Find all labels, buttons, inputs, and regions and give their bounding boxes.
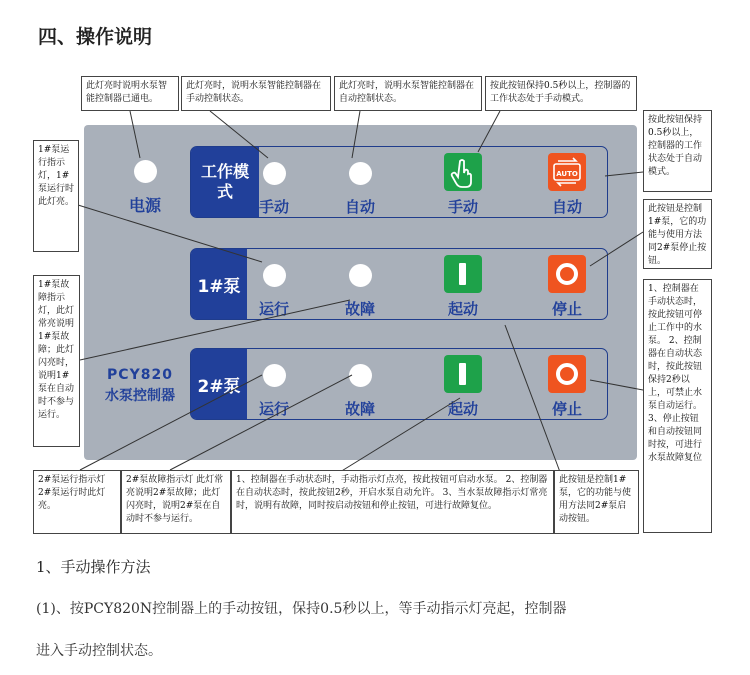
pump1-stop-label: 停止 <box>551 300 582 318</box>
model-subtitle: 水泵控制器 <box>105 388 175 404</box>
callout-pump1-fault-light: 1#泵故障指示灯，此灯常亮说明1#泵故障；此灯闪亮时，说明1#泵在自动时不参与运行。 <box>33 275 80 447</box>
callout-pump2-stop: 1、控制器在手动状态时，按此按钮可停止工作中的水泵。 2、控制器在自动状态时，按此按钮保持2秒以上，可禁止水泵自动运行。 3、停止按钮和自动按钮同时按，可进行水泵故障复位 <box>643 279 712 533</box>
callout-auto-button: 按此按钮保持0.5秒以上，控制器的工作状态处于自动模式。 <box>643 110 712 192</box>
callout-start-button-notes: 1、控制器在手动状态时，手动指示灯点亮，按此按钮可启动水泵。 2、控制器在自动状态时，按此按钮2秒，开启水泵自动允许。 3、当水泵故障指示灯常亮时，说明有故障，同时按启动按钮和停止按钮，可进行故障复位。 <box>231 470 554 534</box>
callout-pump1-stop: 此按钮是控制1#泵，它的功能与使用方法同2#泵停止按钮。 <box>643 199 712 269</box>
auto-light-label: 自动 <box>344 198 375 216</box>
callout-manual-light: 此灯亮时，说明水泵智能控制器在手动控制状态。 <box>181 76 331 111</box>
pump2-stop-label: 停止 <box>551 400 582 418</box>
pump1-run-label: 运行 <box>258 300 289 318</box>
callout-power-light: 此灯亮时说明水泵智能控制器已通电。 <box>81 76 179 111</box>
power-label: 电源 <box>128 196 161 215</box>
manual-button-label: 手动 <box>447 198 478 216</box>
callout-pump1-start: 此按钮是控制1#泵，它的功能与使用方法同2#泵启动按钮。 <box>554 470 639 534</box>
paragraph-line-1: (1)、按PCY820N控制器上的手动按钮，保持0.5秒以上，等手动指示灯亮起，控制器 <box>36 601 567 617</box>
pump1-fault-label: 故障 <box>344 300 375 318</box>
callout-pump2-run-light: 2#泵运行指示灯 2#泵运行时此灯亮。 <box>33 470 121 534</box>
pump2-run-label: 运行 <box>258 400 289 418</box>
callout-pump2-fault-light: 2#泵故障指示灯 此灯常亮说明2#泵故障；此灯闪亮时，说明2#泵在自动时不参与运行。 <box>121 470 231 534</box>
pump2-row-title: 2#泵 <box>191 349 247 419</box>
pump1-start-label: 起动 <box>447 300 478 318</box>
auto-icon-text: AUTO <box>556 170 578 178</box>
pump1-row-title: 1#泵 <box>191 249 247 319</box>
auto-button-label: 自动 <box>551 198 582 216</box>
pump2-fault-label: 故障 <box>344 400 375 418</box>
section-title: 四、操作说明 <box>38 26 153 48</box>
manual-light-label: 手动 <box>258 198 289 216</box>
model-name: PCY820 <box>107 367 173 383</box>
subheading: 1、手动操作方法 <box>36 558 151 576</box>
pump2-start-label: 起动 <box>447 400 478 418</box>
callout-pump1-run-light: 1#泵运行指示灯，1#泵运行时此灯亮。 <box>33 140 79 252</box>
callout-auto-light: 此灯亮时，说明水泵智能控制器在自动控制状态。 <box>334 76 482 111</box>
callout-manual-button: 按此按钮保持0.5秒以上，控制器的工作状态处于手动模式。 <box>485 76 637 111</box>
mode-row-title: 工作模式 <box>191 147 259 217</box>
paragraph-line-2: 进入手动控制状态。 <box>36 643 162 659</box>
